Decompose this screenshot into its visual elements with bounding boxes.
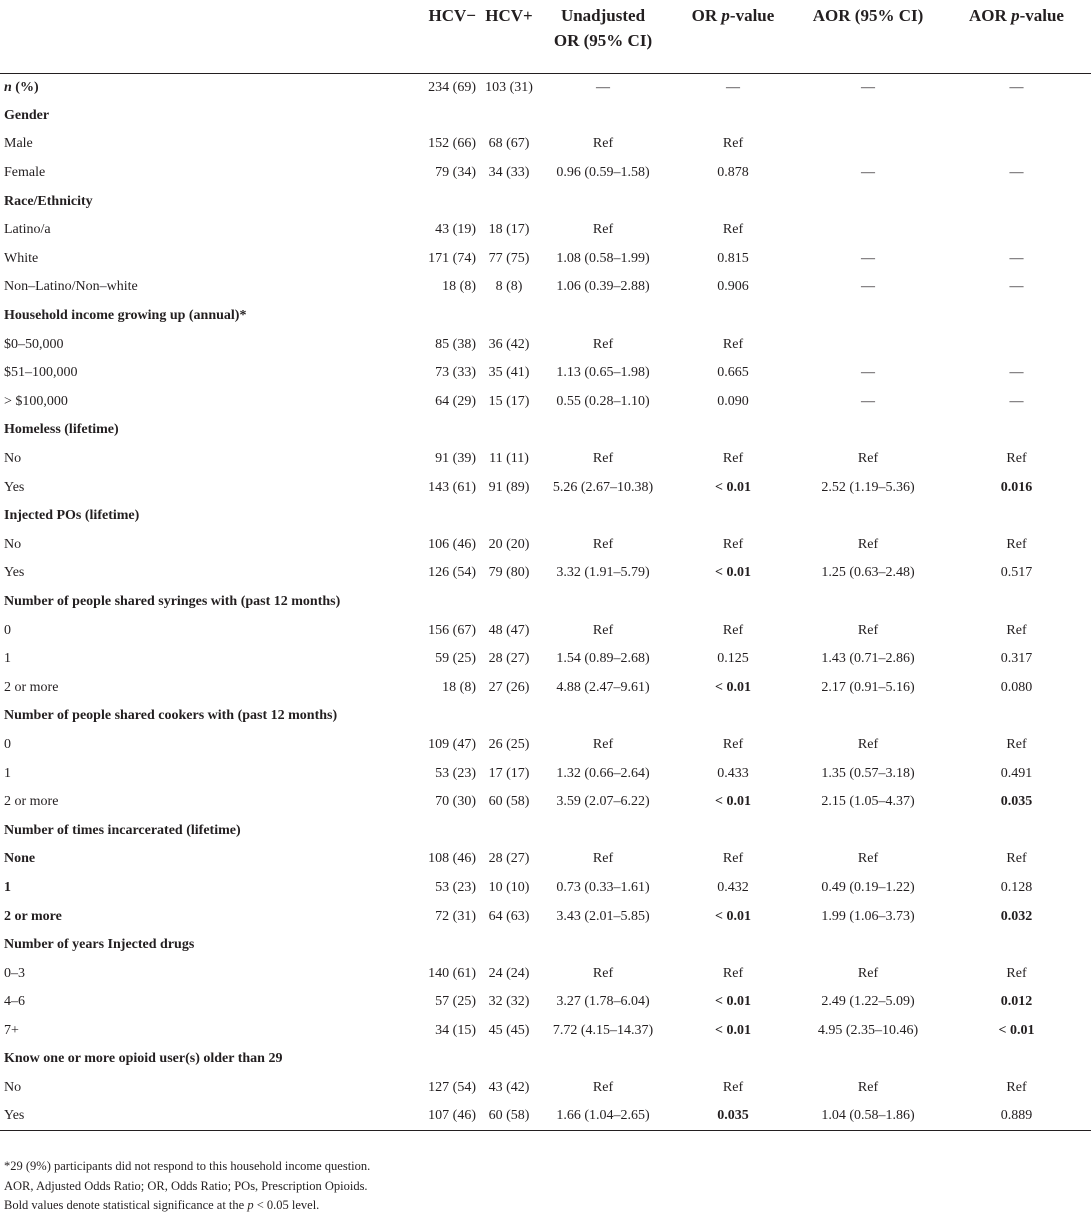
cell-hcv-positive: 79 (80) bbox=[488, 565, 530, 581]
cell-aor: Ref bbox=[857, 736, 879, 752]
n-rest: (%) bbox=[11, 79, 39, 95]
section-header-row bbox=[0, 416, 1091, 445]
row-label: Male bbox=[4, 136, 33, 152]
cell-or: 1.32 (0.66–2.64) bbox=[556, 765, 650, 781]
cell-or-p: 0.815 bbox=[717, 250, 749, 266]
cell-aor: — bbox=[861, 365, 875, 381]
footnote-significance bbox=[4, 1196, 370, 1216]
cell-or: Ref bbox=[592, 1080, 614, 1096]
header-aor: AOR (95% CI) bbox=[812, 6, 924, 25]
footnote-significance-suffix: < 0.05 level. bbox=[253, 1198, 320, 1212]
cell-or-p: 0.035 bbox=[717, 1108, 749, 1124]
cell-aor-p bbox=[942, 330, 1091, 359]
table-row bbox=[0, 788, 1091, 817]
row-label: Yes bbox=[4, 479, 25, 495]
cell-or-p: Ref bbox=[722, 965, 744, 981]
table-row bbox=[0, 273, 1091, 302]
table-row bbox=[0, 902, 1091, 931]
cell-or: Ref bbox=[592, 451, 614, 467]
row-label: 1 bbox=[4, 879, 11, 895]
row-label: 2 or more bbox=[4, 794, 59, 810]
cell-aor-p: 0.012 bbox=[1000, 994, 1033, 1010]
cell-aor: Ref bbox=[857, 1080, 879, 1096]
row-label: Yes bbox=[4, 1108, 25, 1124]
cell-hcv-negative: 127 (54) bbox=[428, 1080, 476, 1096]
cell-or-p: Ref bbox=[722, 736, 744, 752]
cell-hcv-positive: 43 (42) bbox=[488, 1080, 530, 1096]
cell-or-p: < 0.01 bbox=[715, 565, 751, 581]
cell-or: Ref bbox=[592, 336, 614, 352]
cell-hcv-positive: 10 (10) bbox=[488, 879, 530, 895]
cell-or-p: < 0.01 bbox=[715, 1022, 751, 1038]
section-label: Gender bbox=[4, 107, 50, 123]
section-header-row bbox=[0, 1045, 1091, 1074]
cell-aor: Ref bbox=[857, 622, 879, 638]
cell-hcv-positive: 18 (17) bbox=[488, 222, 530, 238]
table-row bbox=[0, 531, 1091, 560]
cell-or-p: Ref bbox=[722, 451, 744, 467]
cell-hcv-negative: 73 (33) bbox=[435, 365, 476, 381]
cell-aor-p: — bbox=[1009, 279, 1024, 295]
section-label: Number of people shared cookers with (past 12 months) bbox=[4, 708, 338, 724]
cell-aor: — bbox=[861, 279, 875, 295]
row-label: 2 or more bbox=[4, 908, 62, 924]
table-row bbox=[0, 216, 1091, 245]
footnote-significance-italic: p bbox=[247, 1198, 254, 1212]
cell-or-p: 0.432 bbox=[717, 879, 749, 895]
cell-or-p: < 0.01 bbox=[715, 479, 751, 495]
cell-aor bbox=[794, 216, 942, 245]
row-label: No bbox=[4, 1080, 22, 1096]
header-hcv-positive: HCV+ bbox=[485, 6, 533, 25]
table-row bbox=[0, 445, 1091, 474]
cell-aor: 2.49 (1.22–5.09) bbox=[821, 994, 915, 1010]
row-label: None bbox=[4, 851, 36, 867]
cell-hcv-positive: 24 (24) bbox=[488, 965, 530, 981]
cell-hcv-negative: 53 (23) bbox=[435, 765, 476, 781]
header-or-p-italic: p bbox=[721, 6, 730, 25]
cell-aor: Ref bbox=[857, 965, 879, 981]
cell-hcv-positive: 64 (63) bbox=[488, 908, 530, 924]
header-aor-p-prefix: AOR bbox=[969, 6, 1012, 25]
table-row bbox=[0, 559, 1091, 588]
row-label bbox=[0, 73, 368, 102]
cell-or: 3.27 (1.78–6.04) bbox=[556, 994, 650, 1010]
cell-aor-p bbox=[942, 216, 1091, 245]
cell-hcv-positive: 26 (25) bbox=[488, 736, 530, 752]
cell-aor: — bbox=[861, 165, 875, 181]
cell-hcv-positive: 48 (47) bbox=[488, 622, 530, 638]
cell-or-p: 0.665 bbox=[717, 365, 749, 381]
cell-hcv-negative: 108 (46) bbox=[428, 851, 476, 867]
cell-or: Ref bbox=[592, 965, 614, 981]
section-label: Number of times incarcerated (lifetime) bbox=[4, 822, 241, 838]
cell-hcv-negative: 79 (34) bbox=[435, 165, 476, 181]
row-label: Non–Latino/Non–white bbox=[4, 279, 138, 295]
header-or-p-value bbox=[672, 0, 794, 73]
cell-aor: 0.49 (0.19–1.22) bbox=[821, 879, 915, 895]
cell-aor-p: Ref bbox=[1006, 736, 1027, 752]
cell-aor-p: 0.035 bbox=[1000, 794, 1033, 810]
cell-or: 1.13 (0.65–1.98) bbox=[556, 365, 650, 381]
cell-or: 1.66 (1.04–2.65) bbox=[556, 1108, 650, 1124]
cell-aor-p: Ref bbox=[1006, 1080, 1027, 1096]
cell-or: 1.06 (0.39–2.88) bbox=[556, 279, 650, 295]
cell-or: 1.54 (0.89–2.68) bbox=[556, 651, 650, 667]
cell-hcv-positive: 20 (20) bbox=[488, 536, 530, 552]
table-row bbox=[0, 616, 1091, 645]
cell-aor-p: — bbox=[1009, 79, 1024, 95]
header-aor-p-suffix: -value bbox=[1019, 6, 1064, 25]
table-row bbox=[0, 330, 1091, 359]
cell-or: 1.08 (0.58–1.99) bbox=[556, 250, 650, 266]
row-label: > $100,000 bbox=[4, 393, 68, 409]
cell-or: 0.96 (0.59–1.58) bbox=[556, 165, 650, 181]
cell-aor bbox=[794, 330, 942, 359]
table-row bbox=[0, 130, 1091, 159]
cell-or: Ref bbox=[592, 136, 614, 152]
cell-hcv-negative: 34 (15) bbox=[435, 1022, 476, 1038]
cell-hcv-positive: 35 (41) bbox=[488, 365, 530, 381]
cell-aor-p: Ref bbox=[1006, 851, 1027, 867]
cell-or-p: Ref bbox=[722, 1080, 744, 1096]
cell-hcv-positive: 11 (11) bbox=[489, 451, 529, 467]
cell-or: 7.72 (4.15–14.37) bbox=[552, 1022, 654, 1038]
cell-aor: 1.43 (0.71–2.86) bbox=[821, 651, 915, 667]
cell-hcv-negative: 43 (19) bbox=[435, 222, 476, 238]
table-row bbox=[0, 245, 1091, 274]
cell-aor-p: 0.016 bbox=[1000, 479, 1033, 495]
cell-hcv-negative: 106 (46) bbox=[428, 536, 476, 552]
cell-hcv-positive: 77 (75) bbox=[488, 250, 530, 266]
row-label: $51–100,000 bbox=[4, 365, 78, 381]
table-row bbox=[0, 473, 1091, 502]
cell-hcv-negative: 156 (67) bbox=[428, 622, 476, 638]
cell-or-p: Ref bbox=[722, 136, 744, 152]
cell-or-p: Ref bbox=[722, 536, 744, 552]
cell-hcv-positive: 91 (89) bbox=[488, 479, 530, 495]
cell-aor-p bbox=[942, 130, 1091, 159]
cell-or: 3.32 (1.91–5.79) bbox=[556, 565, 650, 581]
cell-aor: Ref bbox=[857, 451, 879, 467]
section-header-row bbox=[0, 931, 1091, 960]
cell-aor: 4.95 (2.35–10.46) bbox=[817, 1022, 919, 1038]
cell-hcv-negative: 152 (66) bbox=[428, 136, 476, 152]
cell-hcv-negative: 85 (38) bbox=[435, 336, 476, 352]
cell-aor-p: 0.889 bbox=[1000, 1108, 1033, 1124]
section-label: Number of years Injected drugs bbox=[4, 937, 195, 953]
cell-hcv-negative: 234 (69) bbox=[428, 79, 476, 95]
cell-or-p: 0.878 bbox=[717, 165, 749, 181]
row-label: 0 bbox=[4, 736, 11, 752]
cell-aor-p: 0.128 bbox=[1000, 879, 1033, 895]
cell-aor: 1.25 (0.63–2.48) bbox=[821, 565, 915, 581]
section-header-row bbox=[0, 816, 1091, 845]
cell-or-p: 0.090 bbox=[717, 393, 749, 409]
cell-or: 3.59 (2.07–6.22) bbox=[556, 794, 650, 810]
header-unadjusted-or-line2: OR (95% CI) bbox=[553, 31, 653, 50]
table-row bbox=[0, 759, 1091, 788]
table-row bbox=[0, 1102, 1091, 1131]
cell-hcv-positive: 17 (17) bbox=[488, 765, 530, 781]
row-label: 1 bbox=[4, 651, 11, 667]
cell-hcv-positive: 34 (33) bbox=[488, 165, 530, 181]
row-label: 0–3 bbox=[4, 965, 25, 981]
header-aor-p-italic: p bbox=[1011, 6, 1020, 25]
cell-aor: — bbox=[861, 250, 875, 266]
cell-or: Ref bbox=[592, 736, 614, 752]
header-or-p-suffix: -value bbox=[729, 6, 775, 25]
cell-hcv-negative: 126 (54) bbox=[428, 565, 476, 581]
cell-aor: 2.17 (0.91–5.16) bbox=[821, 679, 915, 695]
cell-or: 0.55 (0.28–1.10) bbox=[556, 393, 650, 409]
cell-hcv-positive: 15 (17) bbox=[488, 393, 530, 409]
cell-hcv-negative: 59 (25) bbox=[435, 651, 476, 667]
cell-or-p: Ref bbox=[722, 622, 744, 638]
table-header bbox=[0, 0, 1091, 73]
cell-hcv-negative: 72 (31) bbox=[435, 908, 476, 924]
row-label: 1 bbox=[4, 765, 11, 781]
cell-hcv-positive: 8 (8) bbox=[495, 279, 523, 295]
section-header-row bbox=[0, 502, 1091, 531]
cell-aor-p: Ref bbox=[1006, 451, 1027, 467]
cell-or: Ref bbox=[592, 536, 614, 552]
cell-or: — bbox=[596, 79, 610, 95]
cell-aor: Ref bbox=[857, 851, 879, 867]
cell-aor-p: Ref bbox=[1006, 965, 1027, 981]
section-header-row bbox=[0, 302, 1091, 331]
cell-hcv-negative: 70 (30) bbox=[435, 794, 476, 810]
cell-aor-p: 0.032 bbox=[1000, 908, 1033, 924]
section-label: Household income growing up (annual)* bbox=[4, 308, 247, 324]
cell-aor-p: Ref bbox=[1006, 536, 1027, 552]
cell-or-p: 0.125 bbox=[717, 651, 749, 667]
row-label: 2 or more bbox=[4, 679, 59, 695]
cell-hcv-negative: 57 (25) bbox=[435, 994, 476, 1010]
cell-aor-p: < 0.01 bbox=[998, 1022, 1035, 1038]
cell-aor: 2.52 (1.19–5.36) bbox=[821, 479, 915, 495]
row-label: Latino/a bbox=[4, 222, 51, 238]
table-body bbox=[0, 73, 1091, 1131]
cell-or-p: 0.433 bbox=[717, 765, 749, 781]
cell-aor: 2.15 (1.05–4.37) bbox=[821, 794, 915, 810]
section-header-row bbox=[0, 702, 1091, 731]
cell-hcv-positive: 28 (27) bbox=[488, 651, 530, 667]
cell-hcv-positive: 60 (58) bbox=[488, 1108, 530, 1124]
row-label: $0–50,000 bbox=[4, 336, 64, 352]
section-label: Injected POs (lifetime) bbox=[4, 508, 140, 524]
cell-or-p: Ref bbox=[722, 851, 744, 867]
cell-aor-p: — bbox=[1009, 165, 1024, 181]
table-row bbox=[0, 1074, 1091, 1103]
cell-hcv-negative: 140 (61) bbox=[428, 965, 476, 981]
row-label: No bbox=[4, 536, 22, 552]
cell-or-p: < 0.01 bbox=[715, 994, 751, 1010]
cell-or-p: < 0.01 bbox=[715, 794, 751, 810]
cell-aor-p: — bbox=[1009, 393, 1024, 409]
section-label: Race/Ethnicity bbox=[4, 193, 93, 209]
cell-hcv-positive: 60 (58) bbox=[488, 794, 530, 810]
table-row bbox=[0, 159, 1091, 188]
cell-or: Ref bbox=[592, 622, 614, 638]
cell-or: 5.26 (2.67–10.38) bbox=[552, 479, 654, 495]
cell-or-p: 0.906 bbox=[717, 279, 749, 295]
cell-aor: 1.35 (0.57–3.18) bbox=[821, 765, 915, 781]
row-label: White bbox=[4, 250, 39, 266]
cell-hcv-negative: 53 (23) bbox=[435, 879, 476, 895]
section-header-row bbox=[0, 588, 1091, 617]
cell-aor-p: 0.317 bbox=[1000, 651, 1033, 667]
cell-hcv-negative: 64 (29) bbox=[435, 393, 476, 409]
cell-hcv-negative: 107 (46) bbox=[428, 1108, 476, 1124]
row-label: Female bbox=[4, 165, 46, 181]
row-label: 4–6 bbox=[4, 994, 25, 1010]
row-label: 0 bbox=[4, 622, 11, 638]
footnote-significance-prefix: Bold values denote statistical significance at the bbox=[4, 1198, 248, 1212]
table-row bbox=[0, 845, 1091, 874]
cell-hcv-negative: 18 (8) bbox=[442, 279, 476, 295]
section-header-row bbox=[0, 102, 1091, 131]
cell-hcv-negative: 171 (74) bbox=[428, 250, 476, 266]
row-label: Yes bbox=[4, 565, 25, 581]
cell-hcv-negative: 109 (47) bbox=[428, 736, 476, 752]
footnote-income: *29 (9%) participants did not respond to this household income question. bbox=[4, 1159, 371, 1173]
section-label: Know one or more opioid user(s) older than 29 bbox=[4, 1051, 283, 1067]
header-aor-p-value bbox=[942, 0, 1091, 73]
table-row bbox=[0, 959, 1091, 988]
cell-aor: 1.04 (0.58–1.86) bbox=[821, 1108, 915, 1124]
header-or-p-prefix: OR bbox=[691, 6, 722, 25]
cell-aor-p: 0.491 bbox=[1000, 765, 1033, 781]
cell-aor: Ref bbox=[857, 536, 879, 552]
table-row bbox=[0, 1017, 1091, 1046]
n-italic: n bbox=[4, 79, 12, 95]
row-label: 7+ bbox=[4, 1022, 19, 1038]
cell-or: 4.88 (2.47–9.61) bbox=[556, 679, 650, 695]
cell-hcv-positive: 68 (67) bbox=[488, 136, 530, 152]
table-row bbox=[0, 874, 1091, 903]
cell-hcv-positive: 36 (42) bbox=[488, 336, 530, 352]
cell-hcv-negative: 143 (61) bbox=[428, 479, 476, 495]
header-unadjusted-or-line1: Unadjusted bbox=[560, 6, 646, 25]
cell-or-p: — bbox=[726, 79, 740, 95]
cell-aor: — bbox=[861, 393, 875, 409]
table-row bbox=[0, 388, 1091, 417]
table-row bbox=[0, 359, 1091, 388]
cell-or: Ref bbox=[592, 222, 614, 238]
cell-or-p: Ref bbox=[722, 222, 744, 238]
cell-hcv-positive: 27 (26) bbox=[488, 679, 530, 695]
cell-aor-p: 0.080 bbox=[1000, 679, 1033, 695]
cell-aor bbox=[794, 130, 942, 159]
header-hcv-negative: HCV− bbox=[428, 6, 476, 25]
table-row-n bbox=[0, 73, 1091, 102]
cell-hcv-positive: 45 (45) bbox=[488, 1022, 530, 1038]
table-row bbox=[0, 645, 1091, 674]
header-unadjusted-or bbox=[534, 0, 672, 73]
cell-hcv-positive: 32 (32) bbox=[488, 994, 530, 1010]
cell-aor: — bbox=[861, 79, 875, 95]
cell-aor-p: — bbox=[1009, 250, 1024, 266]
footnote-abbreviations: AOR, Adjusted Odds Ratio; OR, Odds Ratio; POs, Prescription Opioids. bbox=[4, 1178, 368, 1193]
cell-aor-p: 0.517 bbox=[1000, 565, 1033, 581]
cell-hcv-positive: 103 (31) bbox=[485, 79, 533, 95]
cell-or-p: < 0.01 bbox=[715, 908, 751, 924]
section-header-row bbox=[0, 187, 1091, 216]
table-footnotes bbox=[4, 1157, 370, 1216]
cell-or: 0.73 (0.33–1.61) bbox=[556, 879, 650, 895]
cell-aor: 1.99 (1.06–3.73) bbox=[821, 908, 915, 924]
cell-or-p: Ref bbox=[722, 336, 744, 352]
header-variable bbox=[0, 0, 368, 73]
cell-aor-p: — bbox=[1009, 365, 1024, 381]
cell-or: Ref bbox=[592, 851, 614, 867]
section-label: Homeless (lifetime) bbox=[4, 422, 119, 438]
table-row bbox=[0, 731, 1091, 760]
table-row bbox=[0, 673, 1091, 702]
section-label: Number of people shared syringes with (past 12 months) bbox=[4, 593, 341, 609]
cell-hcv-positive: 28 (27) bbox=[488, 851, 530, 867]
row-label: No bbox=[4, 451, 22, 467]
cell-or: 3.43 (2.01–5.85) bbox=[556, 908, 650, 924]
cell-hcv-negative: 91 (39) bbox=[435, 451, 476, 467]
table-row bbox=[0, 988, 1091, 1017]
cell-aor-p: Ref bbox=[1006, 622, 1027, 638]
cell-or-p: < 0.01 bbox=[715, 679, 751, 695]
cell-hcv-negative: 18 (8) bbox=[442, 679, 476, 695]
